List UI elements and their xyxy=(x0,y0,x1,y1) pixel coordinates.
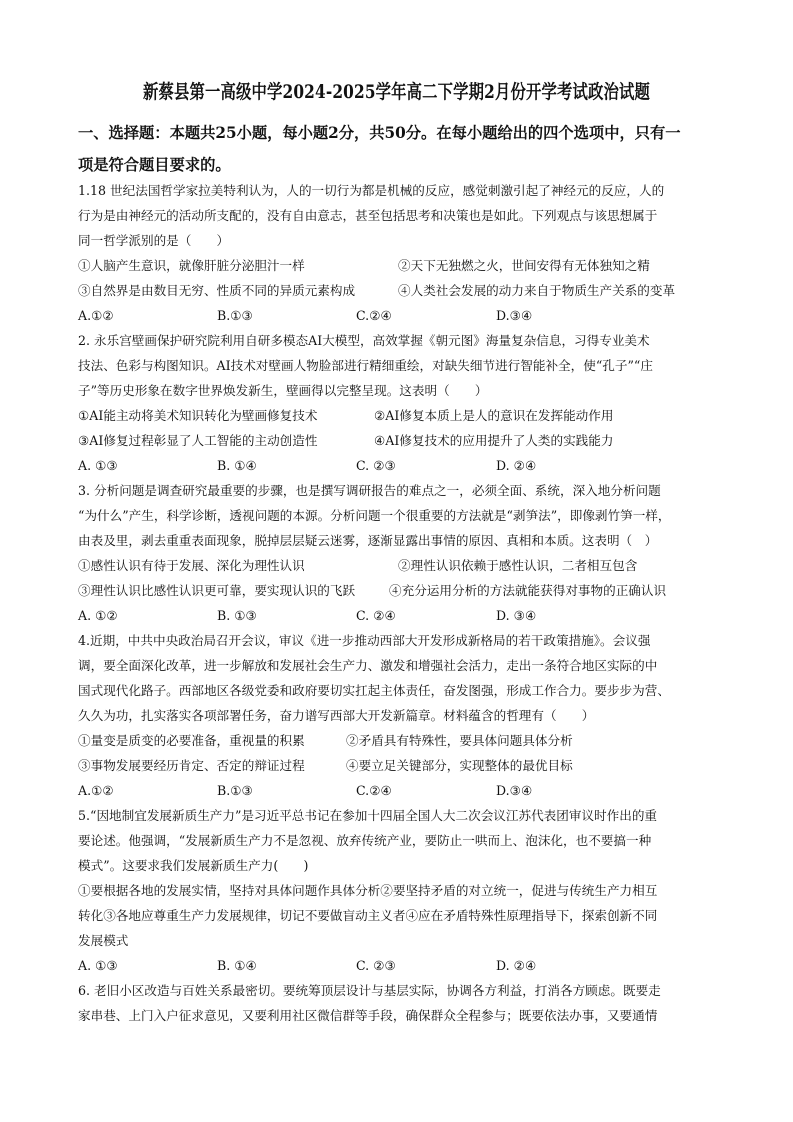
question-stem: 家串巷、上门入户征求意见，又要利用社区微信群等手段，确保群众全程参与；既要依法办事，又要通情 xyxy=(78,1008,658,1023)
question-stem: 久久为功，扎实落实各项部署任务，奋力谱写西部大开发新篇章。材料蕴含的哲理有（ ） xyxy=(78,708,595,723)
statement: ④要立足关键部分，实现整体的最优目标 xyxy=(346,758,573,773)
choice-a: A.①② xyxy=(78,783,114,798)
statement: ②矛盾具有特殊性，要具体问题具体分析 xyxy=(346,733,573,748)
statement: ③自然界是由数目无穷、性质不同的异质元素构成 xyxy=(78,283,356,298)
question-stem: 3. 分析问题是调查研究最重要的步骤，也是撰写调研报告的难点之一，必须全面、系统，深入地分析问题 xyxy=(78,483,661,498)
statement: ③AI修复过程彰显了人工智能的主动创造性 xyxy=(78,433,318,448)
statement: ④充分运用分析的方法就能获得对事物的正确认识 xyxy=(389,583,667,598)
choice-d: D.③④ xyxy=(496,308,533,323)
question-stem: 2. 永乐宫壁画保护研究院利用自研多模态AI大模型，高效掌握《朝元图》海量复杂信息，习得专业美术 xyxy=(78,333,650,348)
statement: ①量变是质变的必要准备，重视量的积累 xyxy=(78,733,305,748)
question-stem: 调，要全面深化改革，进一步解放和发展社会生产力、激发和增强社会活力，走出一条符合地区实际的中 xyxy=(78,658,658,673)
choice-b: B. ①④ xyxy=(217,458,257,473)
statement: ②AI修复本质上是人的意识在发挥能动作用 xyxy=(374,408,614,423)
choice-b: B. ①③ xyxy=(217,608,257,623)
choice-a: A.①② xyxy=(78,308,114,323)
choice-c: C. ②③ xyxy=(356,958,396,973)
choice-a: A. ①③ xyxy=(78,458,118,473)
statement: ②理性认识依赖于感性认识，二者相互包含 xyxy=(398,558,638,573)
choice-a: A. ①② xyxy=(78,608,118,623)
statement: ①人脑产生意识，就像肝脏分泌胆汁一样 xyxy=(78,258,305,273)
question-stem: 子”等历史形象在数字世界焕发新生，壁画得以完整呈现。这表明（ ） xyxy=(78,383,488,398)
question-stem: 要论述。他强调，“发展新质生产力不是忽视、放弃传统产业，要防止一哄而上、泡沫化，也不要搞一种 xyxy=(78,833,652,848)
question-stem: 由表及里，剥去重重表面现象，脱掉层层疑云迷雾，逐渐显露出事情的原因、真相和本质。这表明（ ） xyxy=(78,533,658,548)
question-stem: 行为是由神经元的活动所支配的，没有自由意志，甚至包括思考和决策也是如此。下列观点与该思想属于 xyxy=(78,208,658,223)
question-stem: 模式”。这要求我们发展新质生产力( ) xyxy=(78,858,309,873)
statement: ④人类社会发展的动力来自于物质生产关系的变革 xyxy=(398,283,676,298)
question-stem: 国式现代化路子。西部地区各级党委和政府要切实扛起主体责任，奋发图强，形成工作合力。要步步为营、 xyxy=(78,683,670,698)
choice-d: D. ③④ xyxy=(496,608,537,623)
question-stem: 6. 老旧小区改造与百姓关系最密切。要统筹顶层设计与基层实际，协调各方利益，打消各方顾虑。既要走 xyxy=(78,983,661,998)
choice-b: B. ①④ xyxy=(217,958,257,973)
choice-c: C. ②③ xyxy=(356,458,396,473)
choice-c: C.②④ xyxy=(356,308,392,323)
choice-b: B.①③ xyxy=(217,783,253,798)
question-stem: “为什么”产生，科学诊断，透视问题的本源。分析问题一个很重要的方法就是“剥笋法”，即像剥竹笋一样， xyxy=(78,508,671,523)
question-stem: 1.18 世纪法国哲学家拉美特利认为，人的一切行为都是机械的反应，感觉刺激引起了神经元的反应，人的 xyxy=(78,183,665,198)
question-stem: 同一哲学派别的是（ ） xyxy=(78,233,230,248)
question-stem: 4.近期，中共中央政治局召开会议，审议《进一步推动西部大开发形成新格局的若干政策措施》。会议强 xyxy=(78,633,651,648)
page-title: 新蔡县第一高级中学2024-2025学年高二下学期2月份开学考试政治试题 xyxy=(143,81,650,103)
section-heading: 一、选择题：本题共25小题，每小题2分，共50分。在每小题给出的四个选项中，只有一 xyxy=(78,123,681,142)
choice-d: D.③④ xyxy=(496,783,533,798)
choice-c: C. ②④ xyxy=(356,608,396,623)
question-stem: ①要根据各地的发展实情，坚持对具体问题作具体分析②要坚持矛盾的对立统一，促进与传统生产力相互 xyxy=(78,883,658,898)
choice-c: C.②④ xyxy=(356,783,392,798)
choice-d: D. ②④ xyxy=(496,958,537,973)
question-stem: 技法、色彩与构图知识。AI技术对壁画人物脸部进行精细重绘，对缺失细节进行智能补全，使“孔子”“庄 xyxy=(78,358,653,373)
statement: ①感性认识有待于发展、深化为理性认识 xyxy=(78,558,305,573)
section-heading-cont: 项是符合题目要求的。 xyxy=(78,155,231,174)
choice-d: D. ②④ xyxy=(496,458,537,473)
question-stem: 转化③各地应尊重生产力发展规律，切记不要做盲动主义者④应在矛盾特殊性原理指导下，探索创新不同 xyxy=(78,908,658,923)
statement: ③理性认识比感性认识更可靠，要实现认识的飞跃 xyxy=(78,583,356,598)
statement: ①AI能主动将美术知识转化为壁画修复技术 xyxy=(78,408,318,423)
statement: ②天下无独燃之火，世间安得有无体独知之精 xyxy=(398,258,650,273)
statement: ③事物发展要经历肯定、否定的辩证过程 xyxy=(78,758,305,773)
statement: ④AI修复技术的应用提升了人类的实践能力 xyxy=(374,433,614,448)
question-stem: 5.“因地制宜发展新质生产力”是习近平总书记在参加十四届全国人大二次会议江苏代表团审议时作出的重 xyxy=(78,808,658,823)
question-stem: 发展模式 xyxy=(78,933,129,948)
choice-a: A. ①③ xyxy=(78,958,118,973)
choice-b: B.①③ xyxy=(217,308,253,323)
